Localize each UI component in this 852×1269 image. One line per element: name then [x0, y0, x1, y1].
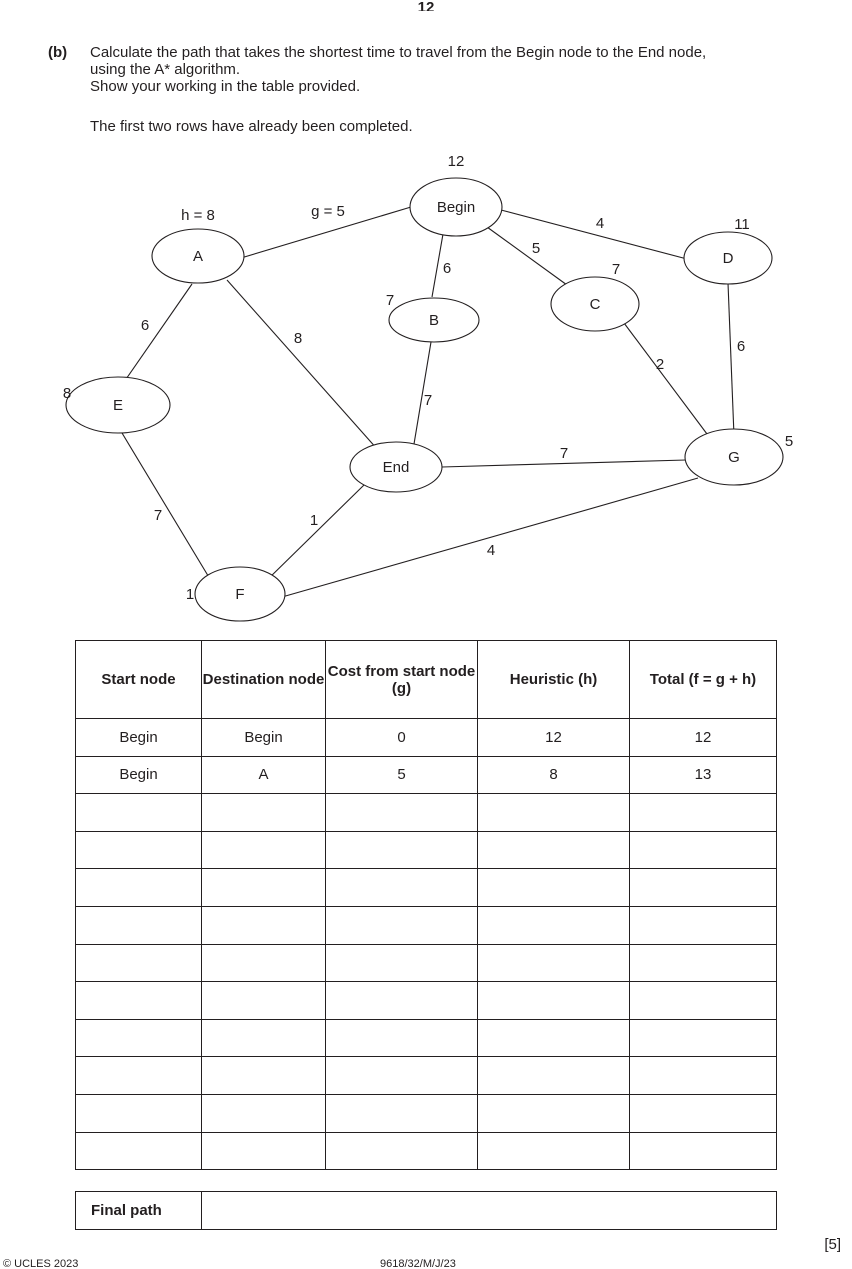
edge-c-g — [624, 323, 710, 438]
table-cell[interactable] — [76, 794, 202, 832]
footer-copyright: © UCLES 2023 — [3, 1259, 79, 1269]
table-cell[interactable] — [478, 869, 630, 907]
table-cell[interactable] — [202, 869, 326, 907]
edge-d-g — [728, 283, 734, 436]
edge-cost-e-f: 7 — [153, 507, 163, 524]
edge-cost-d-g: 6 — [736, 338, 746, 355]
table-cell[interactable] — [202, 831, 326, 869]
table-cell[interactable] — [326, 869, 478, 907]
table-cell[interactable]: A — [202, 756, 326, 794]
edge-cost-a-end: 8 — [293, 330, 303, 347]
question-line-3: Show your working in the table provided. — [90, 78, 361, 95]
edge-e-f — [119, 428, 210, 579]
table-cell[interactable] — [202, 1019, 326, 1057]
table-cell[interactable] — [630, 794, 777, 832]
table-cell[interactable] — [202, 794, 326, 832]
table-cell[interactable]: 0 — [326, 719, 478, 757]
edge-cost-f-g: 4 — [486, 542, 496, 559]
table-cell[interactable] — [76, 1094, 202, 1132]
node-begin-label: Begin — [436, 199, 476, 216]
table-row — [76, 1132, 777, 1170]
table-cell[interactable]: 13 — [630, 756, 777, 794]
table-cell[interactable] — [630, 1094, 777, 1132]
edge-cost-a-e: 6 — [140, 317, 150, 334]
table-cell[interactable]: 5 — [326, 756, 478, 794]
edge-end-f — [264, 485, 364, 583]
table-cell[interactable] — [76, 944, 202, 982]
table-cell[interactable] — [202, 906, 326, 944]
instruction-note: The first two rows have already been completed. — [90, 118, 413, 135]
table-cell[interactable] — [630, 1019, 777, 1057]
working-table — [75, 640, 777, 1170]
table-cell[interactable]: 12 — [478, 719, 630, 757]
table-cell[interactable] — [202, 1132, 326, 1170]
heuristic-g: 5 — [784, 433, 794, 450]
heuristic-f: 1 — [185, 586, 195, 603]
edge-a-e — [124, 284, 192, 382]
table-cell[interactable] — [76, 831, 202, 869]
edge-cost-end-g: 7 — [559, 445, 569, 462]
node-d-label: D — [722, 250, 734, 267]
table-cell[interactable]: 8 — [478, 756, 630, 794]
marks-label: [5] — [824, 1236, 841, 1253]
table-cell[interactable] — [630, 944, 777, 982]
edge-cost-begin-b: 6 — [442, 260, 452, 277]
question-label: (b) — [48, 44, 68, 61]
table-cell[interactable] — [478, 906, 630, 944]
table-cell[interactable] — [202, 982, 326, 1020]
heuristic-e: 8 — [62, 385, 72, 402]
table-cell[interactable]: Begin — [76, 756, 202, 794]
edge-cost-b-end: 7 — [423, 392, 433, 409]
table-cell[interactable] — [630, 869, 777, 907]
table-cell[interactable]: Begin — [202, 719, 326, 757]
question-line-1: Calculate the path that takes the shortest time to travel from the Begin node to the End node, — [90, 44, 707, 61]
footer-paper-code: 9618/32/M/J/23 — [380, 1259, 456, 1269]
table-cell[interactable] — [202, 944, 326, 982]
header-heuristic: Heuristic (h) — [478, 641, 630, 719]
table-row — [76, 794, 777, 832]
table-cell[interactable] — [478, 1019, 630, 1057]
heuristic-b: 7 — [385, 292, 395, 309]
table-cell[interactable] — [326, 906, 478, 944]
edge-f-g — [282, 478, 698, 597]
question-line-2: using the A* algorithm. — [90, 61, 241, 78]
table-cell[interactable] — [478, 1094, 630, 1132]
final-path-row — [76, 1192, 777, 1230]
table-row — [76, 1094, 777, 1132]
node-g-label: G — [728, 449, 740, 466]
table-row — [76, 982, 777, 1020]
table-cell[interactable] — [326, 831, 478, 869]
header-total: Total (f = g + h) — [630, 641, 777, 719]
heuristic-begin: 12 — [447, 153, 465, 170]
table-cell[interactable] — [326, 1094, 478, 1132]
table-cell[interactable] — [76, 1019, 202, 1057]
table-cell[interactable] — [478, 1132, 630, 1170]
edge-begin-c — [487, 227, 567, 285]
edge-begin-b — [432, 234, 443, 297]
node-f-label: F — [235, 586, 245, 603]
table-row — [76, 831, 777, 869]
table-cell[interactable] — [76, 1057, 202, 1095]
table-cell[interactable] — [76, 1132, 202, 1170]
edge-a-end — [227, 280, 378, 450]
heuristic-d: 11 — [734, 216, 750, 233]
graph-diagram — [0, 0, 852, 630]
table-row — [76, 719, 777, 757]
heuristic-a: h = 8 — [181, 207, 215, 224]
edge-cost-begin-c: 5 — [531, 240, 541, 257]
node-a-label: A — [192, 248, 204, 265]
table-cell[interactable] — [202, 1057, 326, 1095]
table-cell[interactable] — [630, 831, 777, 869]
table-cell[interactable] — [630, 1057, 777, 1095]
table-cell[interactable] — [630, 1132, 777, 1170]
table-cell[interactable] — [630, 982, 777, 1020]
table-cell[interactable] — [202, 1094, 326, 1132]
edge-cost-begin-a: g = 5 — [311, 203, 345, 220]
table-cell[interactable] — [326, 1057, 478, 1095]
final-path-label: Final path — [76, 1192, 202, 1230]
table-cell[interactable] — [326, 1019, 478, 1057]
table-cell[interactable] — [630, 906, 777, 944]
table-row — [76, 869, 777, 907]
header-start-node: Start node — [76, 641, 202, 719]
edge-cost-begin-d: 4 — [595, 215, 605, 232]
table-cell[interactable] — [326, 794, 478, 832]
header-destination-node: Destination node — [202, 641, 326, 719]
edge-cost-c-g: 2 — [655, 356, 665, 373]
table-row — [76, 944, 777, 982]
table-cell[interactable] — [478, 982, 630, 1020]
table-cell[interactable] — [326, 982, 478, 1020]
final-path-answer[interactable] — [202, 1192, 777, 1230]
table-cell[interactable] — [326, 1132, 478, 1170]
edge-begin-d — [501, 210, 687, 259]
edge-cost-end-f: 1 — [309, 512, 319, 529]
table-cell[interactable] — [76, 906, 202, 944]
table-cell[interactable] — [478, 794, 630, 832]
heuristic-c: 7 — [611, 261, 621, 278]
header-cost-from-start: Cost from start node (g) — [326, 641, 478, 719]
table-cell[interactable] — [76, 982, 202, 1020]
node-c-label: C — [589, 296, 601, 313]
node-b-label: B — [428, 312, 440, 329]
page-number: 12 — [417, 0, 435, 11]
table-row — [76, 906, 777, 944]
node-e-label: E — [112, 397, 124, 414]
table-cell[interactable] — [478, 944, 630, 982]
node-end-label: End — [382, 459, 410, 476]
table-row — [76, 1019, 777, 1057]
final-path-table — [75, 1191, 777, 1230]
table-cell[interactable]: 12 — [630, 719, 777, 757]
table-cell[interactable]: Begin — [76, 719, 202, 757]
table-body — [76, 719, 777, 1170]
table-cell[interactable] — [478, 831, 630, 869]
table-cell[interactable] — [76, 869, 202, 907]
table-header-row — [76, 641, 777, 719]
table-row — [76, 756, 777, 794]
table-cell[interactable] — [326, 944, 478, 982]
table-cell[interactable] — [478, 1057, 630, 1095]
table-row — [76, 1057, 777, 1095]
